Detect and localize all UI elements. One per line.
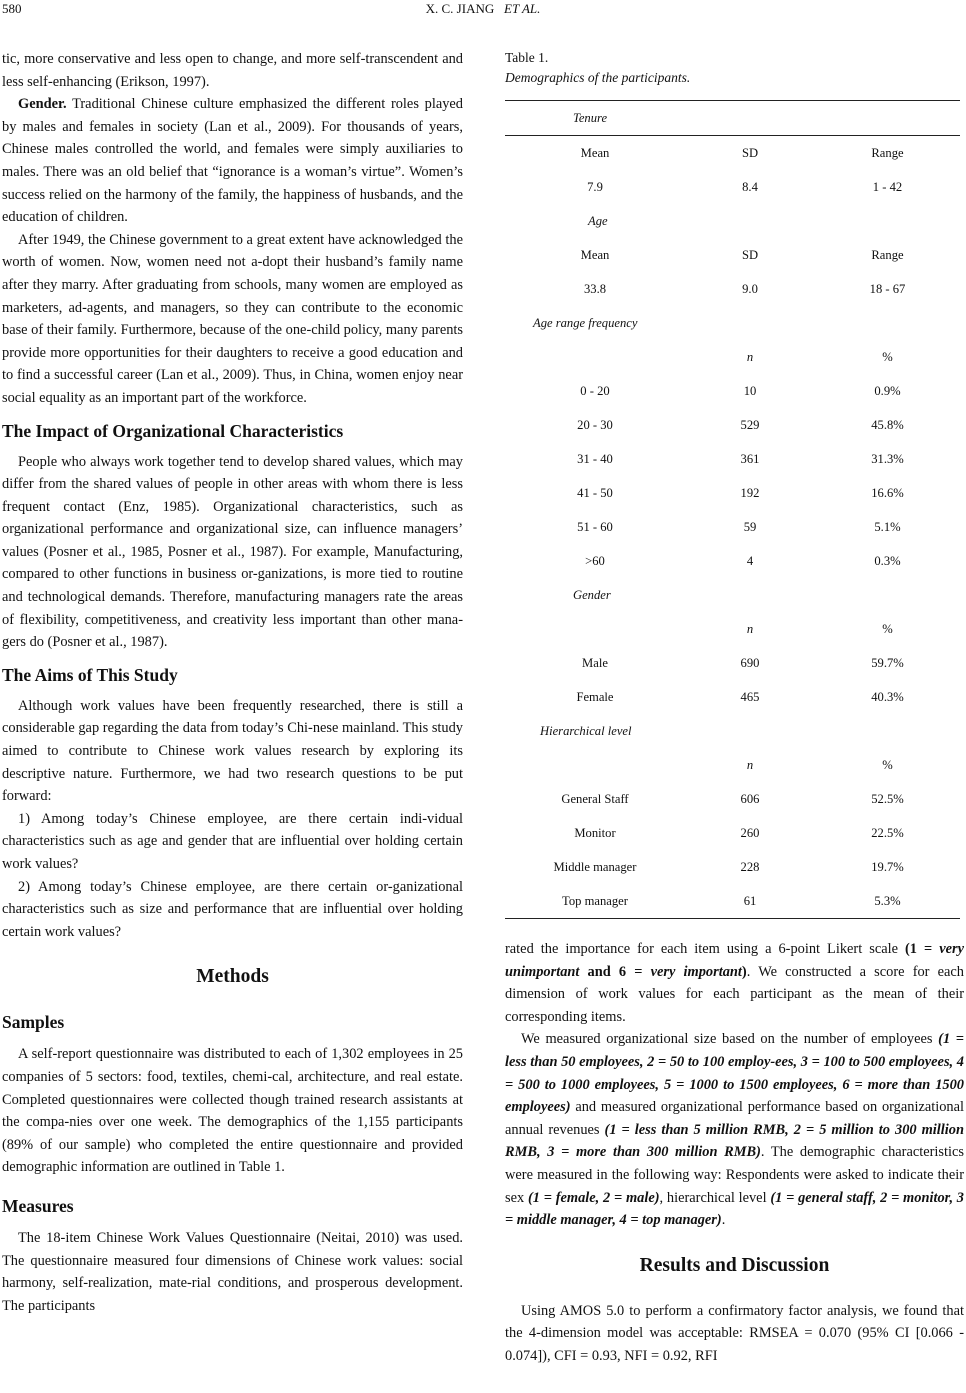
table-row: 51 - 60 59 5.1% xyxy=(577,519,901,534)
table-row: 33.8 9.0 18 - 67 xyxy=(583,281,906,296)
paragraph-question-2: 2) Among today’s Chinese employee, are there certain or-ganizational characteristics such as size and performance that are influential over holding certain work values? xyxy=(2,878,463,940)
paragraph-after-1949: After 1949, the Chinese government to a great extent have acknowledged the worth of women. Now, women need not a-dopt their husband’s family name after they marry. After graduating from schools, many women are employed as marketers, ad-agents, and managers, so they can contribute to the economic base of their family. Furthermore, because of the one-child policy, many parents provide more opportunities for their daughters to receive a good education and to find a successful career (Lan et al., 2009). Thus, in China, women enjoy near social equality as an important part of the workforce. xyxy=(2,231,463,406)
table-1-block xyxy=(505,48,960,919)
paragraph-rated: rated the importance for each item using a 6-point Likert scale (1 = very unimportant and 6 = very important). We constructed a score for each dimension of work values for each participant as the mean of their corresponding items. xyxy=(505,941,964,1025)
table-row: Mean SD Range xyxy=(580,247,904,262)
heading-impact: The Impact of Organizational Characteristics xyxy=(2,420,344,441)
gender-run-in-heading: Gender. xyxy=(18,96,67,113)
heading-results: Results and Discussion xyxy=(639,1254,830,1276)
table-row: n % xyxy=(746,621,893,636)
paragraph-aims: Although work values have been frequently researched, there is still a considerable gap regarding the data from today’s Chi-nese mainland. This study aimed to contribute to Chinese work values research by exploring its descriptive nature. Furthermore, we had two research questions to be put forward: xyxy=(2,697,463,805)
table-section-tenure: Tenure xyxy=(505,101,960,136)
heading-methods: Methods xyxy=(196,966,269,988)
table-row: 20 - 30 529 45.8% xyxy=(577,417,904,432)
table-section-age: Age xyxy=(588,213,608,228)
table-row: n % xyxy=(746,757,893,772)
table-row: Top manager 61 5.3% xyxy=(505,884,960,919)
running-header xyxy=(0,0,966,22)
table-row: Monitor 260 22.5% xyxy=(574,825,904,840)
table-row: Female 465 40.3% xyxy=(576,689,904,704)
right-column xyxy=(505,938,964,1368)
heading-aims: The Aims of This Study xyxy=(2,664,178,685)
page-number: 580 xyxy=(2,1,22,16)
table-row: 0 - 20 10 0.9% xyxy=(580,383,901,398)
table-row: 31 - 40 361 31.3% xyxy=(577,451,904,466)
table-section-age-range: Age range frequency xyxy=(533,315,638,330)
paragraph-results: Using AMOS 5.0 to perform a confirmatory factor analysis, we found that the 4-dimension model was acceptable: RMSEA = 0.070 (95% CI [0.066 - 0.074]), CFI = 0.93, NFI = 0.92, RFI xyxy=(505,1302,964,1364)
paragraph-gender: Gender. Traditional Chinese culture emphasized the different roles played by males and females in society (Lan et al., 2009). For thousands of years, Chinese males controlled the world, and females were simply auxiliaries to males. There was an old belief that “ignorance is a woman’s virtue”. Women’s success relied on the harmony of the family, the happiness of husbands, and the education of children. xyxy=(2,96,463,226)
table-row: 41 - 50 192 16.6% xyxy=(577,485,904,500)
table-row: n % xyxy=(746,349,893,364)
demographics-table xyxy=(505,100,960,919)
paragraph-question-1: 1) Among today’s Chinese employee, are there certain indi-vidual characteristics such as age and gender that are influential over holding certain work values? xyxy=(2,810,463,872)
paragraph-impact: People who always work together tend to develop shared values, which may differ from the shared values of people in other areas with whom there is less frequent contact (Enz, 1985). Organizational characteristics, such as organizational performance and organizational size, can influence managers’ values (Posner et al., 1985, Posner et al., 1987). For example, Manufacturing, compared to other functions in business or-ganizations, is more tied to routine and technological demands. Therefore, manufacturing managers rate the areas of flexibility, competitiveness, and creativity less important than other mana-gers do (Posner et al., 1987). xyxy=(2,453,463,651)
table-row: Male 690 59.7% xyxy=(582,655,904,670)
table-row: >60 4 0.3% xyxy=(585,553,901,568)
paragraph-org-size: We measured organizational size based on the number of employees (1 = less than 50 employees, 2 = 50 to 100 employ-ees, 3 = 100 to 500 employees, 4 = 500 to 1000 employees, 5 = 1000 to 1500 employees, 6 = more than 1500 employees) and measured organizational performance based on organizational annual revenues (1 = less than 5 million RMB, 2 = 5 million to 300 million RMB, 3 = more than 300 million RMB). The demographic characteristics were measured in the following way: Respondents were asked to indicate their sex (1 = female, 2 = male), hierarchical level (1 = general staff, 2 = monitor, 3 = middle manager, 4 = top manager). xyxy=(505,1031,965,1229)
table-section-gender: Gender xyxy=(573,587,611,602)
table-row: Middle manager 228 19.7% xyxy=(553,859,904,874)
table-section-hierarchy: Hierarchical level xyxy=(540,723,632,738)
heading-samples: Samples xyxy=(2,1012,65,1033)
table-row: General Staff 606 52.5% xyxy=(561,791,904,806)
table-title: Demographics of the participants. xyxy=(505,70,691,85)
paragraph-samples: A self-report questionnaire was distributed to each of 1,302 employees in 25 companies of 5 sectors: food, textiles, chemi-cal, architecture, and real estate. Completed questionnaires were collected though trained research assistants at the compa-nies over one week. The demographics of the 1,155 participants (89% of our sample) who completed the entire questionnaire and provided demographic information are outlined in Table 1. xyxy=(2,1046,463,1176)
left-column xyxy=(2,48,463,1317)
heading-measures: Measures xyxy=(2,1195,74,1216)
table-row: 7.9 8.4 1 - 42 xyxy=(587,179,903,194)
table-label: Table 1. xyxy=(505,50,549,65)
paragraph-measures: The 18-item Chinese Work Values Questionnaire (Neitai, 2010) was used. The questionnaire measured four dimensions of Chinese work values: social harmony, self-realization, mate-rial conditions, and prosperous development. The participants xyxy=(2,1229,463,1314)
paragraph-intro: tic, more conservative and less open to change, and more self-transcendent and less self-enhancing (Erikson, 1997). xyxy=(2,51,463,90)
running-title: X. C. JIANG ET AL. xyxy=(425,1,541,16)
table-row: Mean SD Range xyxy=(580,145,904,160)
